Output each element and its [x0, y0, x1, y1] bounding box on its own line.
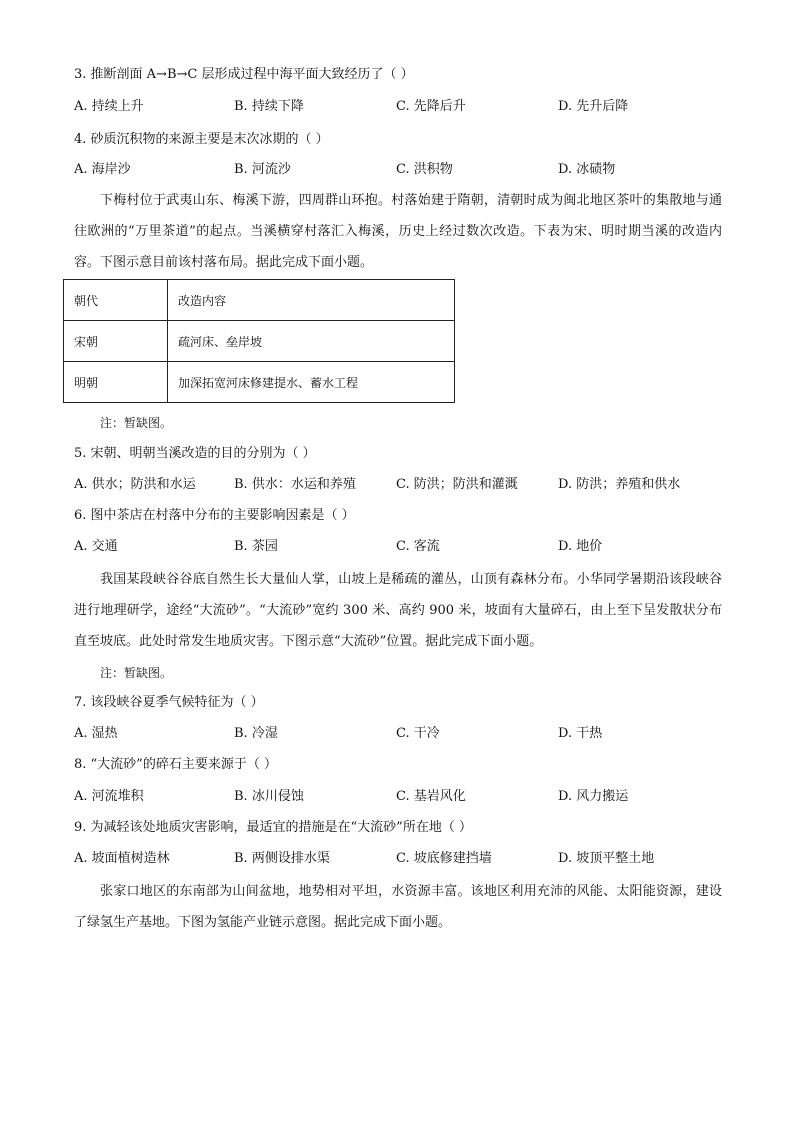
- table-cell: 疏河床、垒岸坡: [168, 321, 455, 362]
- passage-canyon-landslide: 我国某段峡谷谷底自然生长大量仙人掌，山坡上是稀疏的灌丛，山顶有森林分布。小华同学暑期沿该段峡谷进行地理研学，途经“大流砂”。“大流砂”宽约 300 米、高约 900 米，坡面有大量碎石，由上至下呈发散状分布直至坡底。此处时常发生地质灾害。下图示意“大流砂”位置。据此完成下面小题。: [74, 572, 722, 649]
- q4-option-c: C. 洪积物: [396, 162, 453, 177]
- q5-stem: 5. 宋朝、明朝当溪改造的目的分别为（ ）: [74, 446, 316, 461]
- q6-option-b: B. 茶园: [234, 539, 278, 554]
- table-row: [64, 321, 455, 362]
- q3-option-a: A. 持续上升: [74, 99, 144, 114]
- q4-option-b: B. 河流沙: [234, 162, 291, 177]
- q8-option-c: C. 基岩风化: [396, 789, 466, 804]
- q5-option-c: C. 防洪；防洪和灌溉: [396, 477, 518, 492]
- q8-option-b: B. 冰川侵蚀: [234, 789, 304, 804]
- q9-option-a: A. 坡面植树造林: [74, 851, 170, 866]
- q8-stem: 8. “大流砂”的碎石主要来源于（ ）: [74, 757, 277, 772]
- q7-option-d: D. 干热: [558, 726, 603, 741]
- q7-stem: 7. 该段峡谷夏季气候特征为（ ）: [74, 695, 264, 710]
- passage-green-hydrogen: 张家口地区的东南部为山间盆地，地势相对平坦，水资源丰富。该地区利用充沛的风能、太阳能资源，建设了绿氢生产基地。下图为氢能产业链示意图。据此完成下面小题。: [74, 884, 722, 930]
- table-cell: 明朝: [64, 362, 168, 403]
- q3-option-c: C. 先降后升: [396, 99, 466, 114]
- table-row: [64, 362, 455, 403]
- q7-option-c: C. 干冷: [396, 726, 440, 741]
- q3-option-b: B. 持续下降: [234, 99, 304, 114]
- q3-option-d: D. 先升后降: [558, 99, 629, 114]
- q6-stem: 6. 图中茶店在村落中分布的主要影响因素是（ ）: [74, 508, 355, 523]
- q9-option-b: B. 两侧设排水渠: [234, 851, 330, 866]
- q5-option-d: D. 防洪；养殖和供水: [558, 477, 681, 492]
- q3-stem: 3. 推断剖面 A→B→C 层形成过程中海平面大致经历了（ ）: [74, 67, 414, 82]
- q4-option-a: A. 海岸沙: [74, 162, 131, 177]
- renovation-table: [63, 279, 455, 403]
- table-cell: 宋朝: [64, 321, 168, 362]
- table-header-content: 改造内容: [168, 280, 455, 321]
- table-cell: 加深拓宽河床修建提水、蓄水工程: [168, 362, 455, 403]
- table-header-dynasty: 朝代: [64, 280, 168, 321]
- q6-option-d: D. 地价: [558, 539, 603, 554]
- q9-option-c: C. 坡底修建挡墙: [396, 851, 492, 866]
- q8-option-a: A. 河流堆积: [74, 789, 144, 804]
- passage-xiamei-village: 下梅村位于武夷山东、梅溪下游，四周群山环抱。村落始建于隋朝，清朝时成为闽北地区茶叶的集散地与通往欧洲的“万里茶道”的起点。当溪横穿村落汇入梅溪，历史上经过数次改造。下表为宋、明时期当溪的改造内容。下图示意目前该村落布局。据此完成下面小题。: [74, 193, 722, 270]
- q4-stem: 4. 砂质沉积物的来源主要是末次冰期的（ ）: [74, 132, 329, 147]
- q6-option-a: A. 交通: [74, 539, 118, 554]
- q9-stem: 9. 为减轻该处地质灾害影响，最适宜的措施是在“大流砂”所在地（ ）: [74, 820, 472, 835]
- q8-option-d: D. 风力搬运: [558, 789, 629, 804]
- q9-option-d: D. 坡顶平整土地: [558, 851, 655, 866]
- q7-option-b: B. 冷湿: [234, 726, 278, 741]
- figure-missing-note: 注：暂缺图。: [100, 416, 173, 430]
- q7-option-a: A. 湿热: [74, 726, 118, 741]
- q4-option-d: D. 冰碛物: [558, 162, 616, 177]
- q5-option-b: B. 供水：水运和养殖: [234, 477, 356, 492]
- q6-option-c: C. 客流: [396, 539, 440, 554]
- table-header-row: [64, 280, 455, 321]
- figure-missing-note: 注：暂缺图。: [100, 666, 173, 680]
- q5-option-a: A. 供水；防洪和水运: [74, 477, 196, 492]
